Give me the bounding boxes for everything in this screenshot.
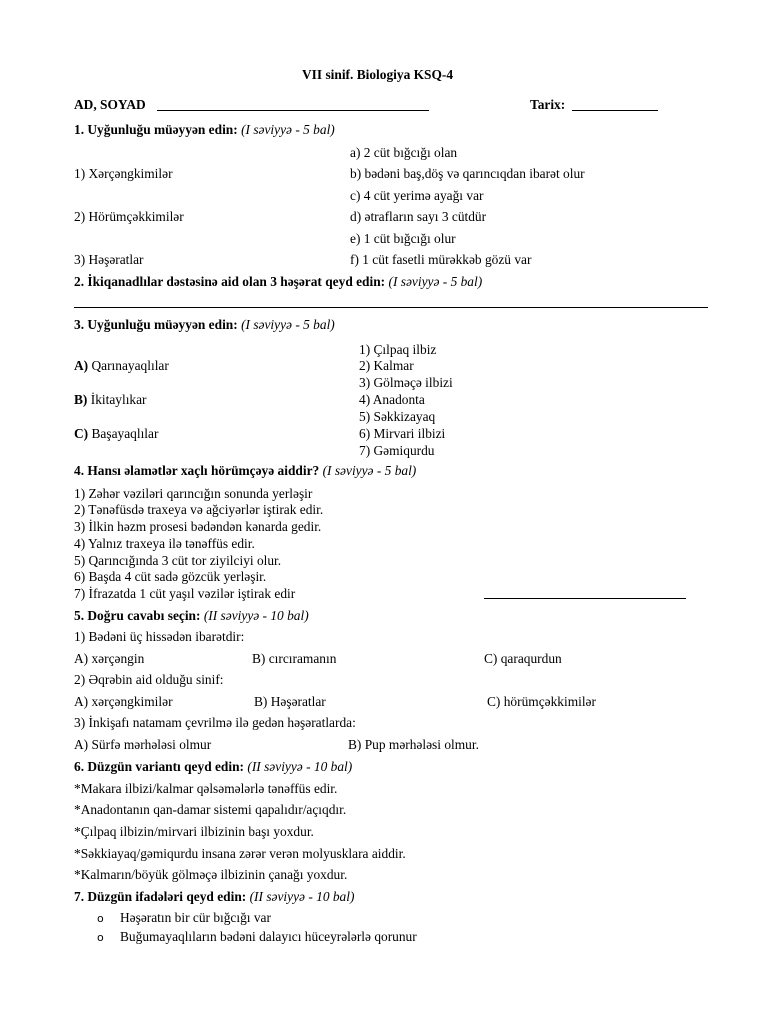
q5-heading — [74, 609, 309, 622]
q1-option-a: a) 2 cüt bığcığı olan — [350, 145, 458, 160]
date-label: Tarix: — [530, 97, 566, 112]
q4-item-4: 4) Yalnız traxeya ilə tənəffüs edir. — [74, 536, 255, 551]
q5-sub2-option-a[interactable]: A) xərçəngkimilər — [74, 694, 173, 709]
q4-answer-line[interactable] — [484, 598, 686, 599]
q5-sub2-option-c[interactable]: C) hörümçəkkimilər — [487, 694, 596, 709]
q5-sub1-option-c[interactable]: C) qaraqurdun — [484, 651, 562, 666]
q5-sub1-option-b[interactable]: B) cırcıramanın — [252, 651, 337, 666]
q1-left-2: 2) Hörümçəkkimilər — [74, 209, 184, 224]
q2-heading — [74, 275, 482, 288]
q3-level: (I səviyyə - 5 bal) — [241, 317, 335, 332]
name-label: AD, SOYAD — [74, 97, 146, 112]
q3-left-b — [74, 393, 147, 406]
q7-level: (II səviyyə - 10 bal) — [249, 889, 355, 904]
q1-option-b: b) bədəni baş,döş və qarıncıqdan ibarət olur — [350, 166, 585, 181]
q1-option-f: f) 1 cüt fasetli mürəkkəb gözü var — [350, 252, 532, 267]
q2-level: (I səviyyə - 5 bal) — [388, 274, 483, 289]
q5-sub3-option-b[interactable]: B) Pup mərhələsi olmur. — [348, 737, 479, 752]
q3-left-a-letter: A) — [74, 358, 89, 373]
q1-option-e: e) 1 cüt bığcığı olur — [350, 231, 456, 246]
q6-item-4: *Səkkiayaq/gəmiqurdu insana zərər verən molyusklara aiddir. — [74, 846, 406, 861]
q3-left-c-text: Başayaqlılar — [88, 426, 159, 441]
q1-left-1: 1) Xərçəngkimilər — [74, 166, 173, 181]
q5-sub2-option-b[interactable]: B) Həşəratlar — [254, 694, 326, 709]
q6-item-1: *Makara ilbizi/kalmar qəlsəmələrlə tənəffüs edir. — [74, 781, 338, 796]
q3-left-c-letter: C) — [74, 426, 89, 441]
q4-item-3: 3) İlkin həzm prosesi bədəndən kənarda gedir. — [74, 519, 322, 534]
q6-title: 6. Düzgün variantı qeyd edin: — [74, 759, 245, 774]
q3-left-a-text: Qarınayaqlılar — [88, 358, 169, 373]
q5-sub1-text: 1) Bədəni üç hissədən ibarətdir: — [74, 629, 245, 644]
q1-heading — [74, 123, 335, 136]
q1-option-d: d) ətrafların sayı 3 cütdür — [350, 209, 487, 224]
q4-title: 4. Hansı əlamətlər xaçlı hörümçəyə aiddir? — [74, 463, 320, 478]
q3-right-3: 3) Gölməçə ilbizi — [359, 375, 453, 390]
q2-answer-line[interactable] — [74, 307, 708, 308]
q3-title: 3. Uyğunluğu müəyyən edin: — [74, 317, 238, 332]
q4-item-7: 7) İfrazatda 1 cüt yaşıl vəzilər iştirak edir — [74, 586, 296, 601]
q6-item-2: *Anadontanın qan-damar sistemi qapalıdır/açıqdır. — [74, 802, 347, 817]
q7-heading — [74, 890, 354, 903]
q7-item-2: Buğumayaqlıların bədəni dalayıcı hüceyrələrlə qorunur — [120, 929, 417, 944]
q3-left-b-letter: B) — [74, 392, 88, 407]
q6-heading — [74, 760, 352, 773]
q3-heading — [74, 318, 335, 331]
q5-sub3-text: 3) İnkişafı natamam çevrilmə ilə gedən həşəratlarda: — [74, 715, 356, 730]
q4-level: (I səviyyə - 5 bal) — [322, 463, 417, 478]
name-blank[interactable] — [157, 110, 429, 111]
date-blank[interactable] — [572, 110, 658, 111]
q3-left-c — [74, 427, 158, 440]
q1-left-3: 3) Həşəratlar — [74, 252, 144, 267]
q1-title: 1. Uyğunluğu müəyyən edin: — [74, 122, 238, 137]
q3-left-b-text: İkitaylıkar — [87, 392, 147, 407]
q3-right-7: 7) Gəmiqurdu — [359, 443, 435, 458]
page-title: VII sinif. Biologiya KSQ-4 — [302, 67, 454, 82]
q3-left-a — [74, 359, 169, 372]
q3-right-2: 2) Kalmar — [359, 358, 414, 373]
bullet-icon: o — [97, 912, 104, 925]
q4-item-1: 1) Zəhər vəziləri qarıncığın sonunda yerləşir — [74, 486, 313, 501]
q4-heading — [74, 464, 416, 477]
q1-level: (I səviyyə - 5 bal) — [241, 122, 335, 137]
q4-item-5: 5) Qarıncığında 3 cüt tor ziyilciyi olur. — [74, 553, 282, 568]
q7-item-1: Həşəratın bir cür bığcığı var — [120, 910, 271, 925]
q2-title: 2. İkiqanadlılar dəstəsinə aid olan 3 həşərat qeyd edin: — [74, 274, 386, 289]
q5-sub2-text: 2) Əqrəbin aid olduğu sinif: — [74, 672, 224, 687]
q3-right-4: 4) Anadonta — [359, 392, 425, 407]
q3-right-5: 5) Səkkizayaq — [359, 409, 436, 424]
bullet-icon: o — [97, 931, 104, 944]
q5-level: (II səviyyə - 10 bal) — [203, 608, 309, 623]
q5-sub1-option-a[interactable]: A) xərçəngin — [74, 651, 145, 666]
q4-item-2: 2) Tənəfüsdə traxeya və ağciyərlər iştirak edir. — [74, 502, 324, 517]
q1-option-c: c) 4 cüt yerimə ayağı var — [350, 188, 484, 203]
q6-item-5: *Kalmarın/böyük gölməçə ilbizinin çanağı yoxdur. — [74, 867, 348, 882]
q6-level: (II səviyyə - 10 bal) — [247, 759, 353, 774]
q3-right-6: 6) Mirvari ilbizi — [359, 426, 446, 441]
q7-title: 7. Düzgün ifadələri qeyd edin: — [74, 889, 247, 904]
q4-item-6: 6) Başda 4 cüt sadə gözcük yerləşir. — [74, 569, 267, 584]
q5-sub3-option-a[interactable]: A) Sürfə mərhələsi olmur — [74, 737, 212, 752]
q5-title: 5. Doğru cavabı seçin: — [74, 608, 201, 623]
q3-right-1: 1) Çılpaq ilbiz — [359, 342, 437, 357]
q6-item-3: *Çılpaq ilbizin/mirvari ilbizinin başı yoxdur. — [74, 824, 314, 839]
